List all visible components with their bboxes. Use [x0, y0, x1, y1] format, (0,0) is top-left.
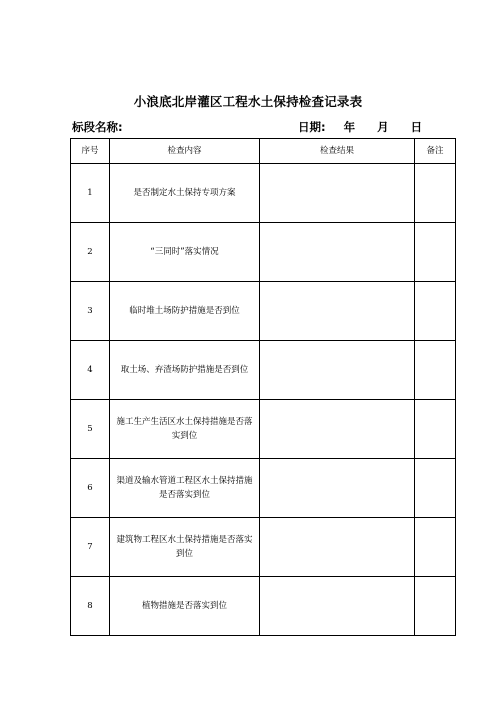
row-remarks-cell[interactable] — [415, 164, 456, 223]
row-number: 6 — [71, 459, 110, 518]
row-result-cell[interactable] — [260, 341, 415, 400]
row-inspection-content: 取土场、弃渣场防护措施是否到位 — [110, 341, 260, 400]
table-row — [71, 400, 456, 459]
date-field — [298, 119, 422, 135]
row-number: 3 — [71, 282, 110, 341]
row-remarks-cell[interactable] — [415, 577, 456, 636]
row-result-cell[interactable] — [260, 577, 415, 636]
row-remarks-cell[interactable] — [415, 459, 456, 518]
row-result-cell[interactable] — [260, 164, 415, 223]
row-inspection-content: 建筑物工程区水土保持措施是否落实到位 — [110, 518, 260, 577]
form-title: 小浪底北岸灌区工程水土保持检查记录表 — [133, 94, 363, 109]
row-inspection-content: 渠道及输水管道工程区水土保持措施是否落实到位 — [110, 459, 260, 518]
table-row — [71, 223, 456, 282]
row-result-cell[interactable] — [260, 282, 415, 341]
row-result-cell[interactable] — [260, 518, 415, 577]
row-remarks-cell[interactable] — [415, 341, 456, 400]
row-inspection-content: “三同时”落实情况 — [110, 223, 260, 282]
row-number: 4 — [71, 341, 110, 400]
row-result-cell[interactable] — [260, 400, 415, 459]
year-label: 年 — [343, 120, 356, 134]
table-row — [71, 518, 456, 577]
row-remarks-cell[interactable] — [415, 518, 456, 577]
header-remarks: 备注 — [415, 139, 456, 164]
table-row — [71, 164, 456, 223]
row-number: 7 — [71, 518, 110, 577]
table-row — [71, 341, 456, 400]
table-row — [71, 577, 456, 636]
row-inspection-content: 植物措施是否落实到位 — [110, 577, 260, 636]
inspection-record-table — [70, 138, 456, 636]
row-inspection-content: 施工生产生活区水土保持措施是否落实到位 — [110, 400, 260, 459]
day-label: 日 — [410, 120, 423, 134]
form-meta-row — [72, 119, 432, 133]
header-serial-number: 序号 — [71, 139, 110, 164]
row-remarks-cell[interactable] — [415, 223, 456, 282]
row-inspection-content: 临时堆土场防护措施是否到位 — [110, 282, 260, 341]
row-result-cell[interactable] — [260, 459, 415, 518]
table-header-row — [71, 139, 456, 164]
section-name-label: 标段名称: — [72, 120, 123, 134]
table-row — [71, 282, 456, 341]
row-number: 2 — [71, 223, 110, 282]
row-number: 8 — [71, 577, 110, 636]
table-row — [71, 459, 456, 518]
month-label: 月 — [377, 120, 389, 134]
row-result-cell[interactable] — [260, 223, 415, 282]
header-inspection-content: 检查内容 — [110, 139, 260, 164]
row-remarks-cell[interactable] — [415, 282, 456, 341]
row-number: 1 — [71, 164, 110, 223]
row-inspection-content: 是否制定水土保持专项方案 — [110, 164, 260, 223]
row-remarks-cell[interactable] — [415, 400, 456, 459]
header-inspection-result: 检查结果 — [260, 139, 415, 164]
date-label: 日期: — [298, 120, 326, 134]
row-number: 5 — [71, 400, 110, 459]
